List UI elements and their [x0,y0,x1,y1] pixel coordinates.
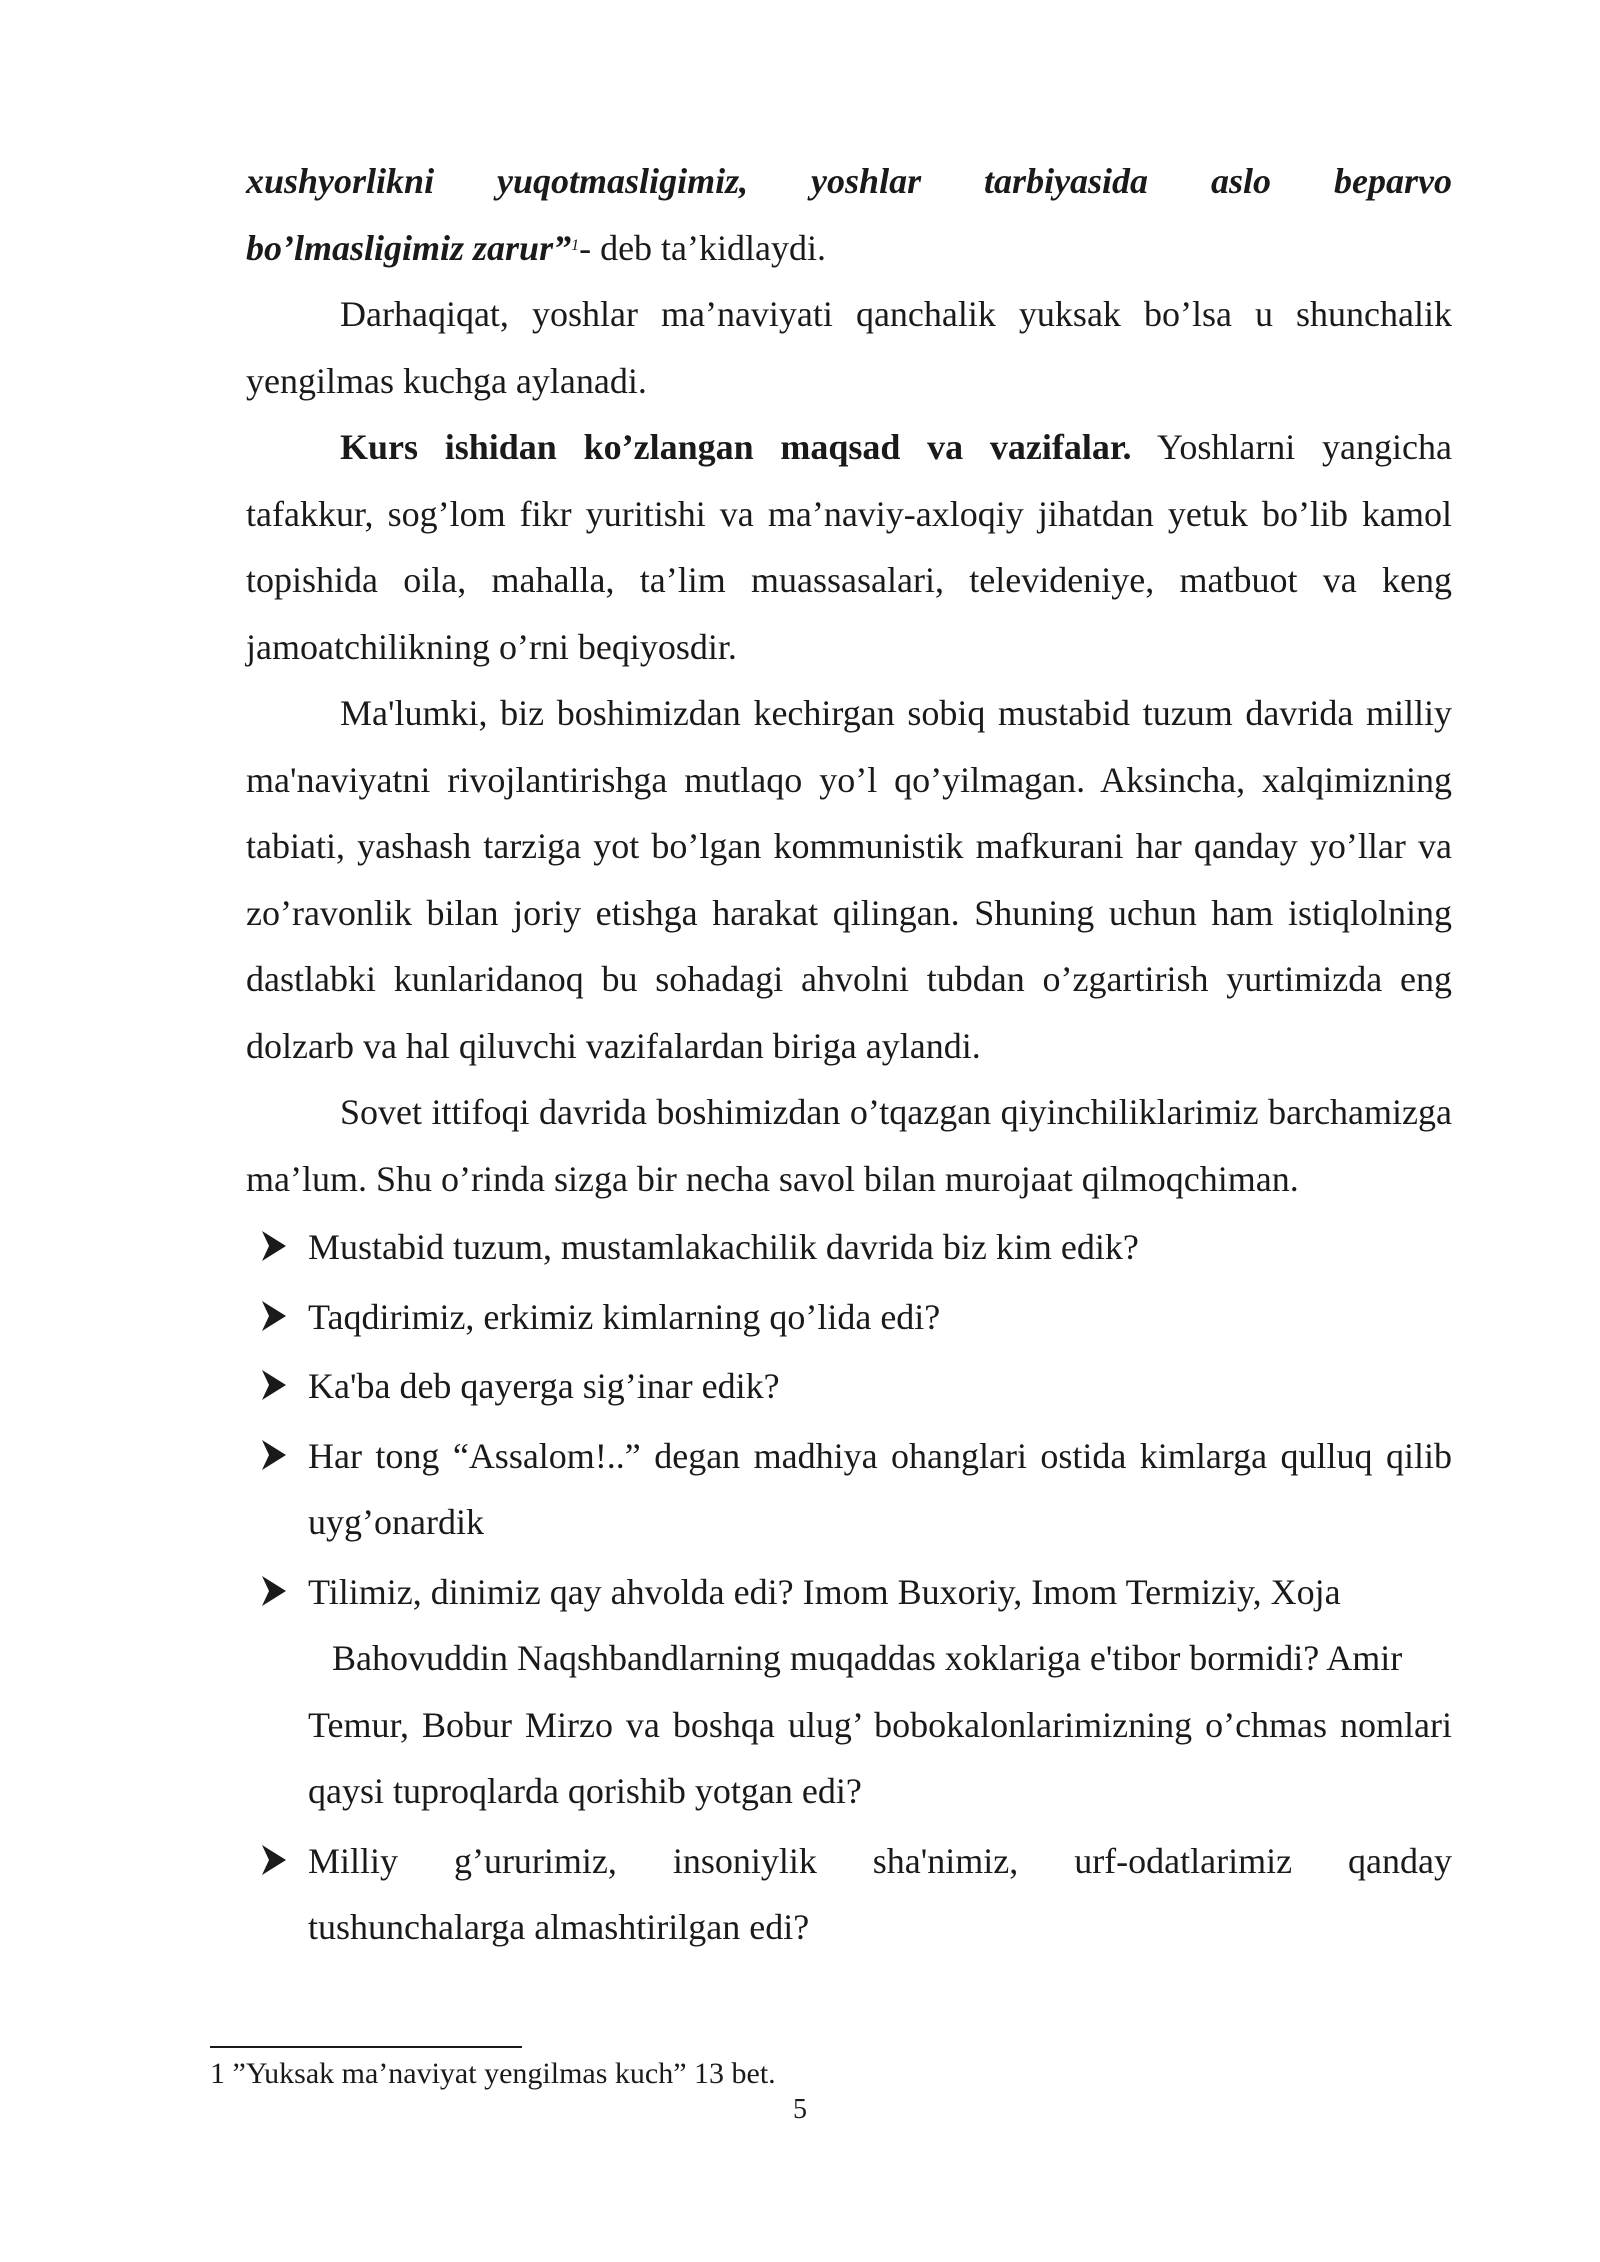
list-item [246,1423,1452,1556]
quote-line-2: bo’lmasligimiz zarur” [246,227,572,268]
list-item [246,1214,1452,1281]
paragraph-2 [246,414,1452,680]
question-text: Ka'ba deb qayerga sig’inar edik? [308,1366,780,1406]
paragraph-4: Sovet ittifoqi davrida boshimizdan o’tqazgan qiyinchiliklarimiz barchamizga ma’lum. Shu o’rinda sizga bir necha savol bilan murojaat qilmoqchiman. [246,1092,1452,1199]
list-item [246,1353,1452,1420]
footnote-reference: 1 [571,236,580,254]
list-item [246,1559,1452,1825]
footnote: 1 ”Yuksak ma’naviyat yengilmas kuch” 13 bet. [210,2057,776,2090]
section-heading: Kurs ishidan ko’zlangan maqsad va vazifalar. [340,427,1132,467]
question-list [246,1214,1452,1961]
question-text-rest: tushunchalarga almashtirilgan edi? [308,1907,810,1947]
quote-tail: - deb ta’kidlaydi. [579,227,826,268]
opening-quote-paragraph [246,148,1452,281]
list-item [246,1828,1452,1961]
arrowhead-bullet-icon [260,1368,288,1402]
question-text-line-1: Tilimiz, dinimiz qay ahvolda edi? Imom Buxoriy, Imom Termiziy, Xoja [308,1571,1341,1612]
paragraph-2-body: Yoshlarni yangicha tafakkur, sog’lom fikr yuritishi va ma’naviy-axloqiy jihatdan yetuk bo’lib kamol topishida oila, mahalla, ta’lim muassasalari, televideniye, matbuot va keng jamoatchilikning o’rni beqiyosdir. [246,427,1452,667]
arrowhead-bullet-icon [260,1438,288,1472]
question-text: Har tong “Assalom!..” degan madhiya ohanglari ostida kimlarga qulluq qilib uyg’onardik [308,1435,1452,1542]
quote-line-1: xushyorlikni yuqotmasligimiz, yoshlar tarbiyasida aslo beparvo [246,161,1452,201]
footnote-divider [210,2046,522,2048]
paragraph-1: Darhaqiqat, yoshlar ma’naviyati qanchalik yuksak bo’lsa u shunchalik yengilmas kuchga aylanadi. [246,294,1452,401]
document-page [246,148,1452,1964]
question-text-line-2: Bahovuddin Naqshbandlarning muqaddas xoklariga e'tibor bormidi? Amir [332,1638,1403,1678]
arrowhead-bullet-icon [260,1843,288,1877]
question-text: Mustabid tuzum, mustamlakachilik davrida biz kim edik? [308,1227,1139,1267]
question-text: Taqdirimiz, erkimiz kimlarning qo’lida edi? [308,1296,941,1337]
paragraph-3: Ma'lumki, biz boshimizdan kechirgan sobiq mustabid tuzum davrida milliy ma'naviyatni rivojlantirishga mutlaqo yo’l qo’yilmagan. Aksincha, xalqimizning tabiati, yashash tarziga yot bo’lgan kommunistik mafkurani har qanday yo’llar va zo’ravonlik bilan joriy etishga harakat qilingan. Shuning uchun ham istiqlolning dastlabki kunlaridanoq bu sohadagi ahvolni tubdan o’zgartirish yurtimizda eng dolzarb va hal qiluvchi vazifalardan biriga aylandi. [246,693,1452,1066]
arrowhead-bullet-icon [260,1229,288,1263]
question-text-rest: Temur, Bobur Mirzo va boshqa ulug’ bobokalonlarimizning o’chmas nomlari qaysi tuproqlarda qorishib yotgan edi? [308,1704,1452,1811]
arrowhead-bullet-icon [260,1574,288,1608]
page-number: 5 [793,2094,807,2125]
arrowhead-bullet-icon [260,1299,288,1333]
question-text-line-1: Milliy g’ururimiz, insoniylik sha'nimiz, urf-odatlarimiz qanday [308,1840,1452,1881]
list-item [246,1284,1452,1351]
